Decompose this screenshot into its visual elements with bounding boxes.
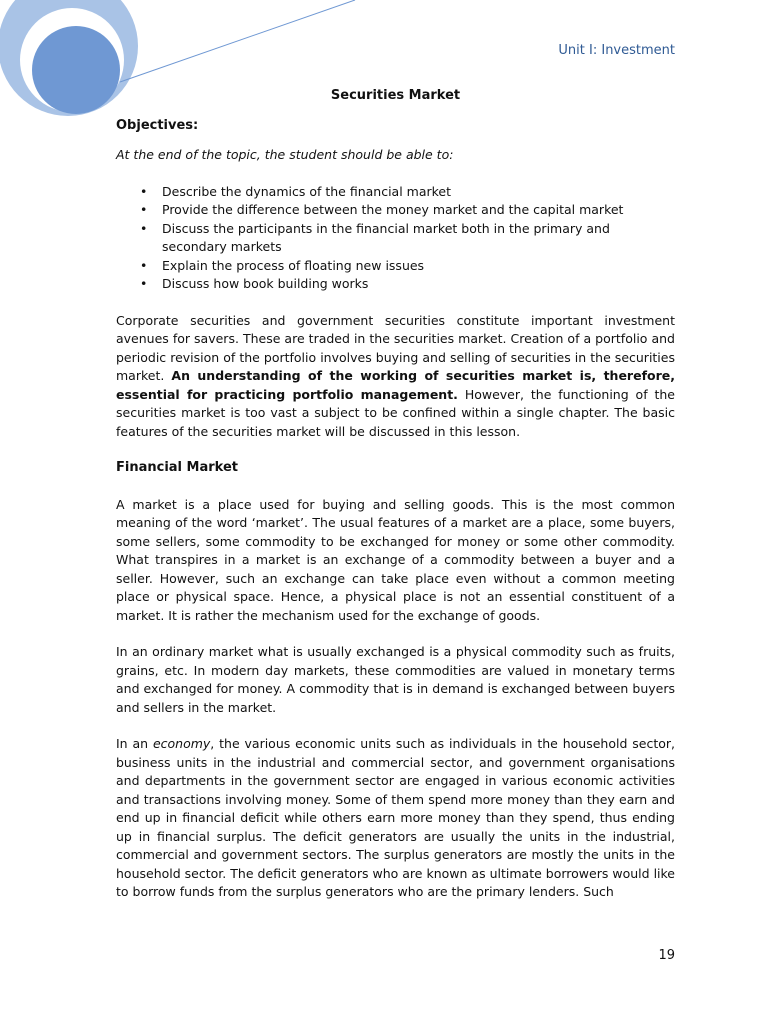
unit-header: Unit I: Investment [558, 43, 675, 58]
document-body [116, 87, 675, 920]
financial-market-heading: Financial Market [116, 460, 238, 475]
intro-text-2: However, the functioning of the securities market is too vast a subject to be confined within a single chapter. The basic features of the securities market will be discussed in this lesson. [116, 386, 675, 439]
list-item: • Explain the process of floating new issues [162, 257, 675, 276]
page-number: 19 [658, 948, 675, 963]
list-item: • Discuss the participants in the financial market both in the primary and secondary markets [162, 220, 675, 257]
economy-italic: economy [152, 736, 211, 751]
objectives-list [116, 183, 675, 294]
list-item: • Discuss how book building works [162, 275, 675, 294]
intro-text-1: Corporate securities and government securities constitute important investment avenues for savers. These are traded in the securities market. Creation of a portfolio and periodic revision of the portfolio involves buying and selling of securities in the securities market. [116, 312, 675, 383]
objectives-heading: Objectives: [116, 117, 199, 133]
objectives-intro: At the end of the topic, the student should be able to: [116, 147, 454, 162]
list-item: • Describe the dynamics of the financial market [162, 183, 675, 202]
economy-text-rest: , the various economic units such as individuals in the household sector, business units in the industrial and commercial sector, and government organisations and departments in the government sector are engaged in various economic activities and transactions involving money. Some of them spend more money than they earn and end up in financial deficit while others earn more money than they spend, thus ending up in financial surplus. The deficit generators are usually the units in the industrial, commercial and government sectors. The surplus generators are mostly the units in the household sector. The deficit generators who are known as ultimate borrowers would like to borrow funds from the surplus generators who are the primary lenders. Such [116, 736, 675, 899]
intro-bold-text: An understanding of the working of securities market is, therefore, essential for practicing portfolio management. [116, 368, 675, 402]
paragraph-economy [116, 735, 675, 902]
page-title: Securities Market [330, 88, 461, 103]
paragraph-market-definition: A market is a place used for buying and selling goods. This is the most common meaning of the word ‘market’. The usual features of a market are a place, some buyers, some sellers, some commodity to be exchanged for money or some other commodity. What transpires in a market is an exchange of a commodity between a buyer and a seller. However, such an exchange can take place even without a common meeting place or physical space. Hence, a physical place is not an essential constituent of a market. It is rather the mechanism used for the exchange of goods. [116, 496, 675, 623]
list-item: • Provide the difference between the money market and the capital market [162, 201, 675, 220]
intro-paragraph [116, 312, 675, 442]
economy-text-start: In an [116, 736, 153, 751]
paragraph-ordinary-market: In an ordinary market what is usually exchanged is a physical commodity such as fruits, grains, etc. In modern day markets, these commodities are valued in monetary terms and exchanged for money. A commodity that is in demand is exchanged between buyers and sellers in the market. [116, 644, 675, 715]
